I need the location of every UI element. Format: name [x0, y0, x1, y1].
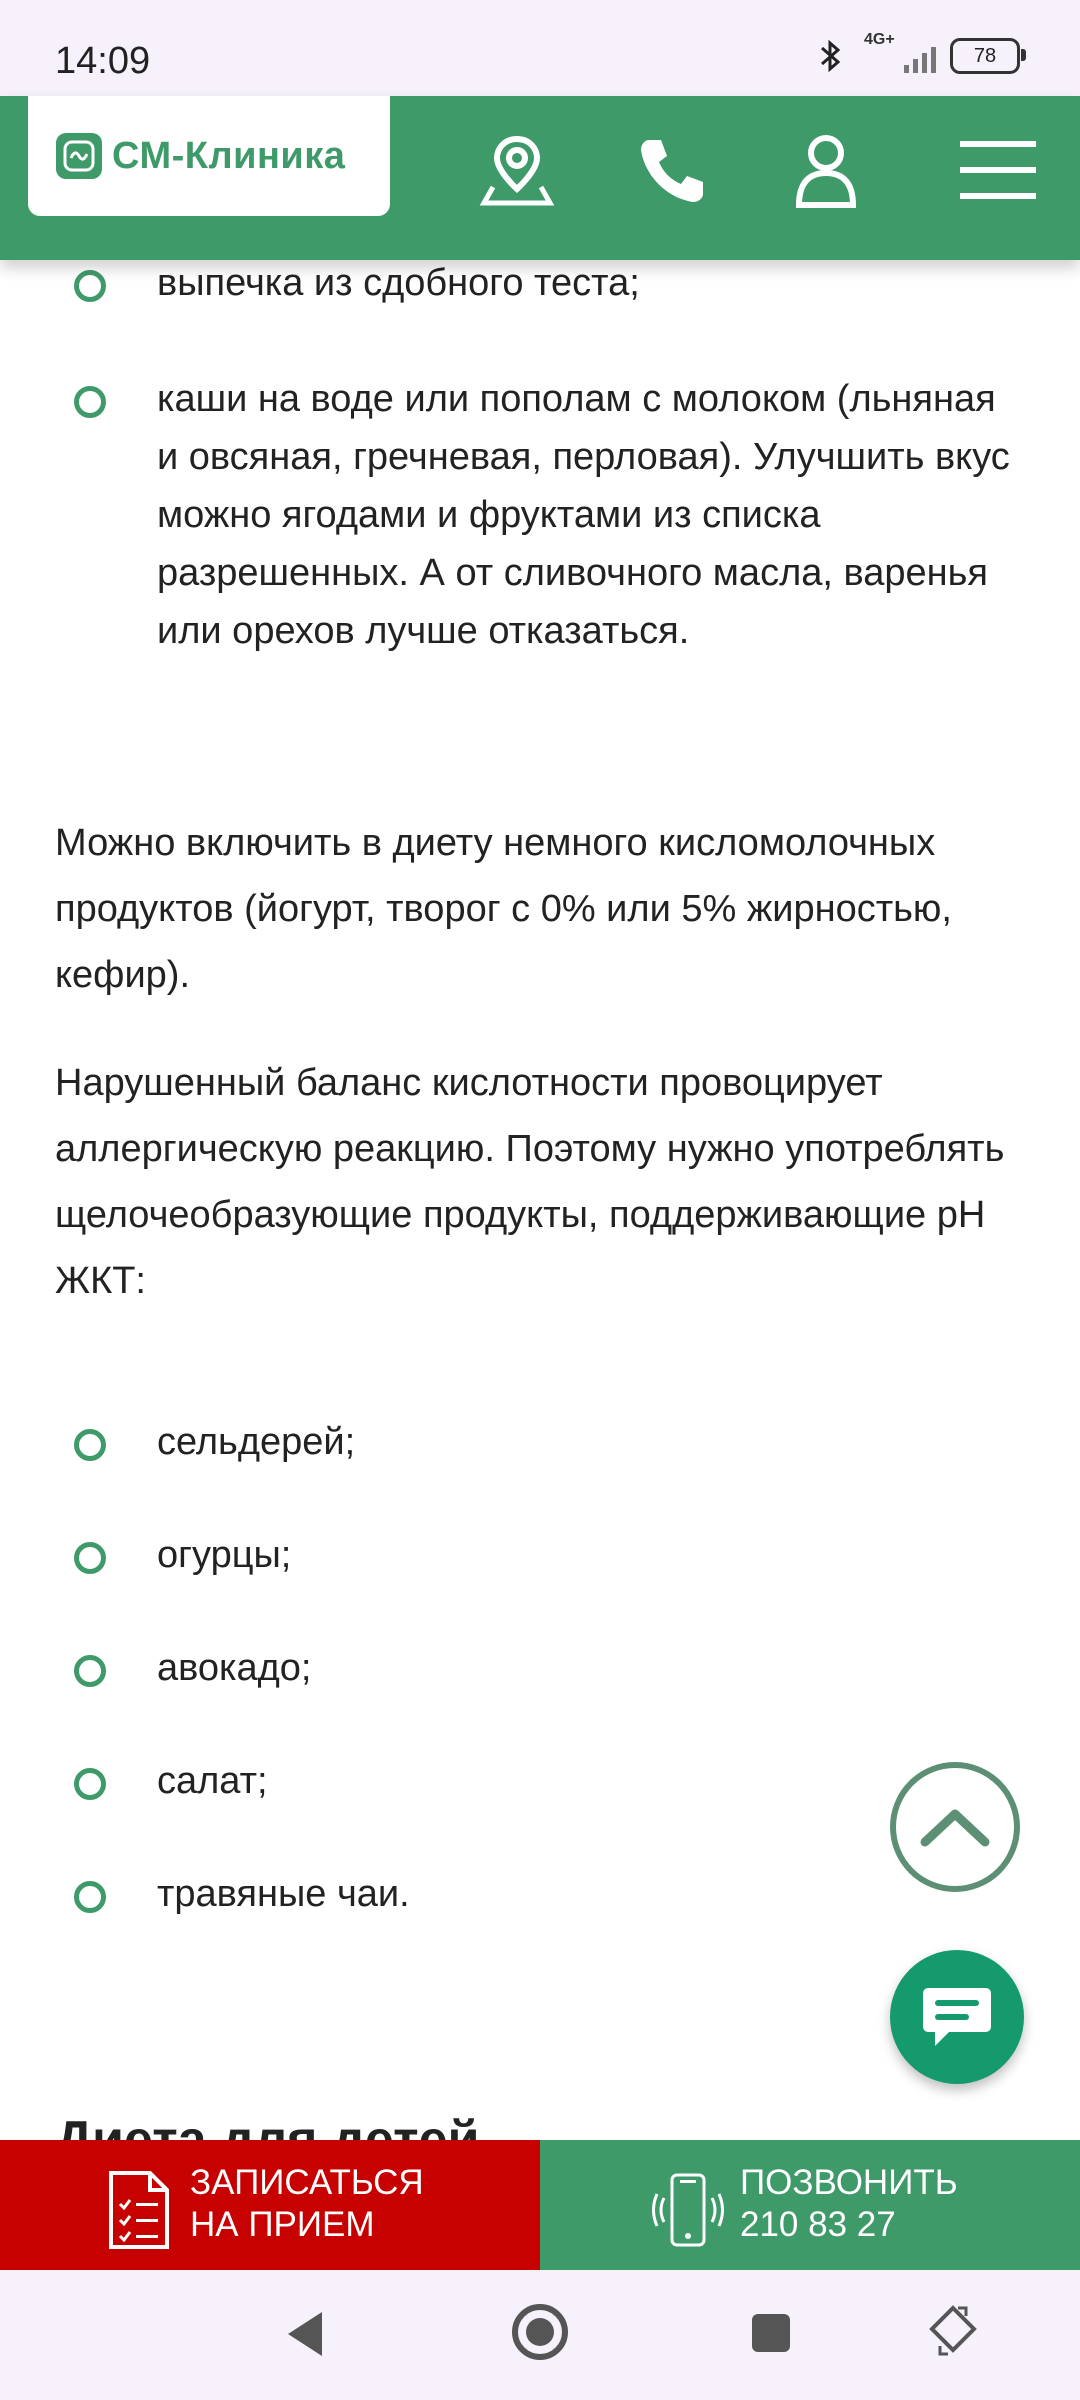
- bullet-icon: [74, 1655, 106, 1687]
- network-type: 4G+: [864, 31, 895, 48]
- call-button[interactable]: [540, 2140, 1080, 2270]
- logo-text: СМ-Клиника: [112, 134, 346, 177]
- bullet-icon: [74, 1881, 106, 1913]
- list-item-text: салат;: [157, 1760, 268, 1802]
- list-item-text: авокадо;: [157, 1647, 312, 1689]
- bullet-icon: [74, 386, 106, 418]
- bullet-icon: [74, 1429, 106, 1461]
- status-bar: [0, 0, 1080, 96]
- bluetooth-icon: [810, 36, 850, 76]
- chevron-up-icon: [917, 1804, 993, 1850]
- logo[interactable]: [28, 96, 390, 216]
- status-time: 14:09: [55, 40, 151, 82]
- location-icon[interactable]: [477, 130, 557, 210]
- battery-level: 78: [973, 44, 997, 67]
- list-item-text: травяные чаи.: [157, 1873, 410, 1915]
- book-label-line2: НА ПРИЕМ: [190, 2205, 375, 2244]
- user-icon[interactable]: [786, 130, 866, 210]
- phone-number: 210 83 27: [740, 2205, 896, 2244]
- paragraph: Нарушенный баланс кислотности провоцирует аллергическую реакцию. Поэтому нужно употреблять щелочеобразующие продукты, поддерживающие pH ЖКТ:: [55, 1062, 1005, 1302]
- mobile-phone-icon: [650, 2172, 726, 2248]
- recents-icon[interactable]: [750, 2312, 792, 2354]
- bullet-icon: [74, 1768, 106, 1800]
- signal-icon: [864, 31, 936, 73]
- call-label: [740, 2162, 958, 2246]
- status-icons: [810, 31, 1020, 76]
- battery-icon: [950, 38, 1020, 74]
- bullet-icon: [74, 270, 106, 302]
- logo-icon: [56, 133, 102, 179]
- list-item-text: сельдерей;: [157, 1421, 356, 1463]
- site-header: [0, 96, 1080, 260]
- document-icon: [108, 2170, 170, 2250]
- system-nav-bar: [0, 2270, 1080, 2400]
- back-icon[interactable]: [282, 2308, 328, 2360]
- list-item-text: выпечка из сдобного теста;: [157, 262, 640, 304]
- scroll-to-top-button[interactable]: [890, 1762, 1020, 1892]
- phone-icon[interactable]: [633, 130, 713, 210]
- call-label-line1: ПОЗВОНИТЬ: [740, 2163, 958, 2202]
- menu-icon[interactable]: [958, 130, 1038, 210]
- bullet-icon: [74, 1542, 106, 1574]
- list-item-text: огурцы;: [157, 1534, 292, 1576]
- book-label: [190, 2162, 424, 2246]
- paragraph: Можно включить в диету немного кисломолочных продуктов (йогурт, творог с 0% или 5% жирностью, кефир).: [55, 822, 952, 996]
- book-label-line1: ЗАПИСАТЬСЯ: [190, 2163, 424, 2202]
- chat-icon: [919, 1982, 995, 2052]
- chat-button[interactable]: [890, 1950, 1024, 2084]
- list-item-text: каши на воде или пополам с молоком (льняная и овсяная, гречневая, перловая). Улучшить вкус можно ягодами и фруктами из списка разрешенных. А от сливочного масла, варенья или орехов лучше отказаться.: [157, 378, 1010, 652]
- cta-bar: [0, 2140, 1080, 2270]
- home-icon[interactable]: [510, 2302, 570, 2362]
- book-appointment-button[interactable]: [0, 2140, 540, 2270]
- rotate-icon[interactable]: [928, 2304, 978, 2358]
